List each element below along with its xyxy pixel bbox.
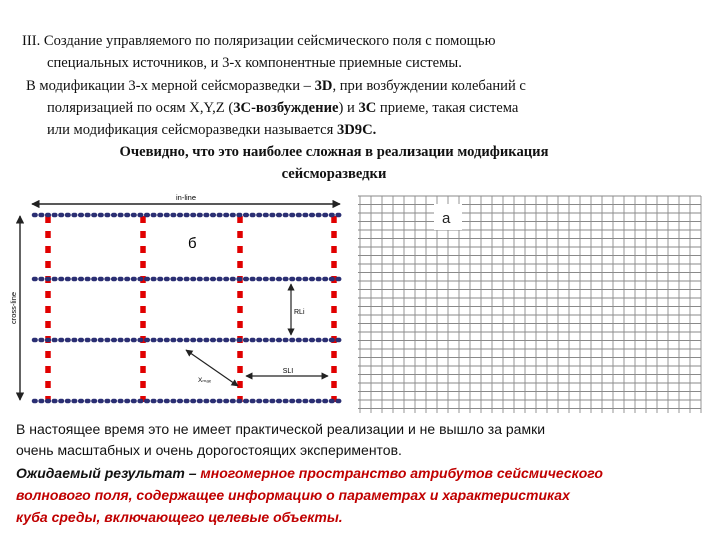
paragraph-line-3: или модификация сейсморазведки называется 3D9C. (47, 122, 377, 138)
survey-layout-figure (10, 190, 360, 415)
xmax-label: Xₘₐₓ (198, 377, 211, 384)
rli-label: RLi (294, 309, 305, 316)
bottom-line-1: В настоящее время это не имеет практической реализации и не вышло за рамки (16, 421, 546, 437)
paragraph-line-1: В модификации 3-х мерной сейсморазведки – 3D, при возбуждении колебаний с (26, 78, 526, 94)
bottom-line-4: волнового поля, содержащее информацию о параметрах и характеристиках (16, 487, 570, 503)
panel-label-b: б (188, 235, 197, 252)
heading-line-1: III. Создание управляемого по поляризации сейсмического поля с помощью (22, 33, 496, 49)
bottom-line-2: очень масштабных и очень дорогостоящих экспериментов. (16, 442, 402, 458)
sli-label: SLI (282, 368, 294, 375)
conclusion-line-1: Очевидно, что это наиболее сложная в реализации модификация (119, 144, 549, 160)
heading-line-2: специальных источников, и 3-х компонентные приемные системы. (47, 55, 462, 71)
crossline-label: cross-line (9, 291, 18, 325)
xmax-arrow (186, 350, 238, 386)
inline-label: in-line (175, 193, 197, 202)
dense-grid-figure (358, 190, 703, 415)
paragraph-line-2: поляризацией по осям X,Y,Z (3C-возбуждение) и 3C приеме, такая система (47, 100, 519, 116)
bottom-line-3: Ожидаемый результат – многомерное пространство атрибутов сейсмического (16, 465, 603, 481)
conclusion-line-2: сейсморазведки (281, 166, 387, 182)
grid-lines (358, 196, 701, 413)
panel-label-a: a (442, 210, 451, 227)
bottom-line-5: куба среды, включающего целевые объекты. (16, 509, 343, 525)
